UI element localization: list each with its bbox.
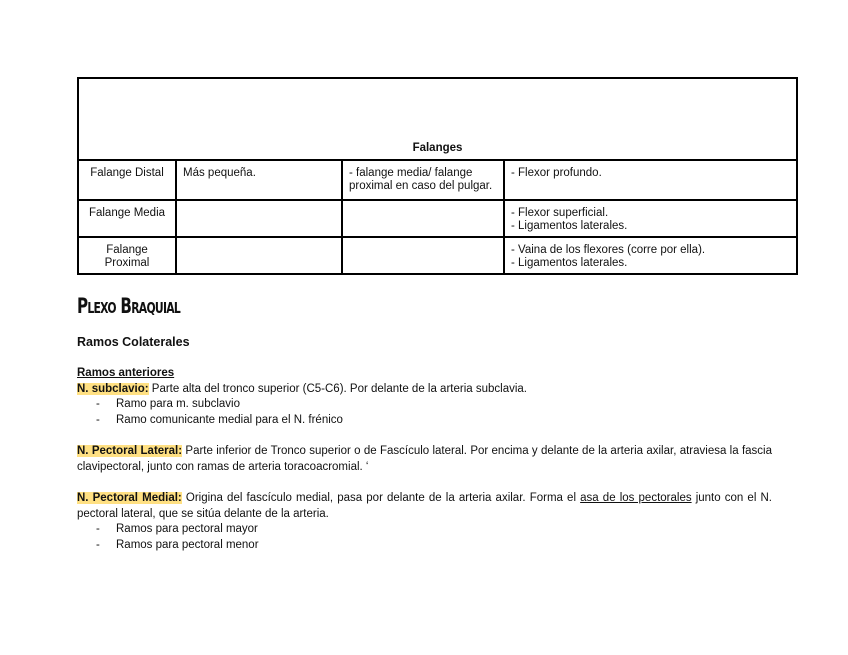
table-cell: - Flexor profundo. — [504, 160, 797, 200]
table-cell: Más pequeña. — [176, 160, 342, 200]
pectoral-medial-text: Origina del fascículo medial, pasa por delante de la arteria axilar. Forma el — [181, 492, 581, 504]
list-item: - Ramos para pectoral mayor — [77, 522, 772, 538]
subsection-heading: Ramos Colaterales — [77, 335, 190, 349]
subclavio-block — [77, 366, 772, 428]
table-row — [78, 200, 797, 237]
table-cell: - Vaina de los flexores (corre por ella). - Ligamentos laterales. — [504, 237, 797, 274]
table-cell — [342, 200, 504, 237]
table-cell: Falange Proximal — [78, 237, 176, 274]
asa-pectorales-text: asa de los pectorales — [580, 492, 692, 504]
list-item: - Ramo comunicante medial para el N. frénico — [77, 413, 772, 429]
table-cell: - Flexor superficial. - Ligamentos laterales. — [504, 200, 797, 237]
subclavio-paragraph — [77, 382, 772, 398]
section-heading: Plexo Braquial — [77, 294, 181, 318]
table-cell: Falange Media — [78, 200, 176, 237]
table-cell — [176, 200, 342, 237]
pectoral-lateral-label: N. Pectoral Lateral: — [77, 445, 183, 457]
pectoral-medial-paragraph — [77, 491, 772, 522]
pectoral-medial-text-end: junto con el N. pectoral lateral, que se sitúa delante de la arteria. — [77, 492, 772, 520]
falanges-table — [77, 77, 798, 275]
pectoral-lateral-text: Parte inferior de Tronco superior o de Fascículo lateral. Por encima y delante de la arteria axilar, atraviesa la fascia clavipectoral, junto con ramas de arteria toracoacromial. ‘ — [77, 445, 772, 473]
table-header: Falanges — [78, 78, 797, 160]
subclavio-text: Parte alta del tronco superior (C5-C6). Por delante de la arteria subclavia. — [148, 382, 527, 395]
pectoral-medial-list — [77, 522, 772, 553]
list-item: - Ramo para m. subclavio — [77, 397, 772, 413]
subclavio-label: N. subclavio: — [77, 382, 149, 395]
pectoral-medial-block — [77, 491, 772, 553]
pectoral-lateral-paragraph — [77, 444, 772, 475]
table-cell — [176, 237, 342, 274]
table-row — [78, 237, 797, 274]
pectoral-medial-label: N. Pectoral Medial: — [77, 492, 182, 504]
subclavio-list — [77, 397, 772, 428]
table-cell: - falange media/ falange proximal en caso del pulgar. — [342, 160, 504, 200]
table-cell — [342, 237, 504, 274]
table-cell: Falange Distal — [78, 160, 176, 200]
table-row — [78, 160, 797, 200]
list-item: - Ramos para pectoral menor — [77, 538, 772, 554]
ramos-anteriores-title: Ramos anteriores — [77, 367, 175, 379]
